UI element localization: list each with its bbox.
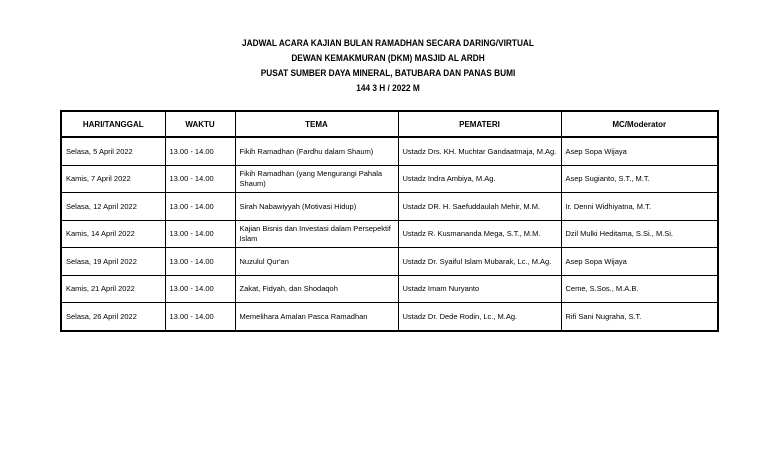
table-row bbox=[61, 248, 718, 276]
cell-theme: Kajian Bisnis dan Investasi dalam Persepektif Islam bbox=[235, 220, 398, 248]
cell-mc: Ir. Denni Widhiyatna, M.T. bbox=[561, 193, 718, 221]
cell-speaker: Ustadz Imam Nuryanto bbox=[398, 275, 561, 303]
cell-speaker: Ustadz Drs. KH. Muchtar Gandaatmaja, M.Ag. bbox=[398, 137, 561, 165]
cell-date: Kamis, 14 April 2022 bbox=[61, 220, 165, 248]
column-header-time: WAKTU bbox=[165, 111, 235, 137]
cell-date: Selasa, 26 April 2022 bbox=[61, 303, 165, 331]
title-line-2: DEWAN KEMAKMURAN (DKM) MASJID AL ARDH bbox=[291, 53, 485, 63]
cell-date: Kamis, 7 April 2022 bbox=[61, 165, 165, 193]
cell-theme: Fikih Ramadhan (Fardhu dalam Shaum) bbox=[235, 137, 398, 165]
table-row bbox=[61, 303, 718, 331]
cell-theme: Fikih Ramadhan (yang Mengurangi Pahala Shaum) bbox=[235, 165, 398, 193]
cell-date: Selasa, 19 April 2022 bbox=[61, 248, 165, 276]
cell-time: 13.00 - 14.00 bbox=[165, 220, 235, 248]
cell-speaker: Ustadz Dr. Syaiful Islam Mubarak, Lc., M.Ag. bbox=[398, 248, 561, 276]
title-line-1: JADWAL ACARA KAJIAN BULAN RAMADHAN SECARA DARING/VIRTUAL bbox=[242, 38, 534, 48]
table-row bbox=[61, 220, 718, 248]
cell-theme: Memelihara Amalan Pasca Ramadhan bbox=[235, 303, 398, 331]
cell-time: 13.00 - 14.00 bbox=[165, 137, 235, 165]
cell-theme: Nuzulul Qur'an bbox=[235, 248, 398, 276]
cell-date: Kamis, 21 April 2022 bbox=[61, 275, 165, 303]
document-title bbox=[0, 36, 768, 96]
cell-speaker: Ustadz DR. H. Saefuddaulah Mehir, M.M. bbox=[398, 193, 561, 221]
cell-time: 13.00 - 14.00 bbox=[165, 303, 235, 331]
column-header-theme: TEMA bbox=[235, 111, 398, 137]
table-row bbox=[61, 165, 718, 193]
cell-time: 13.00 - 14.00 bbox=[165, 275, 235, 303]
cell-mc: Rifi Sani Nugraha, S.T. bbox=[561, 303, 718, 331]
cell-time: 13.00 - 14.00 bbox=[165, 165, 235, 193]
cell-mc: Asep Sopa Wijaya bbox=[561, 248, 718, 276]
cell-speaker: Ustadz Dr. Dede Rodin, Lc., M.Ag. bbox=[398, 303, 561, 331]
table-row bbox=[61, 275, 718, 303]
cell-date: Selasa, 12 April 2022 bbox=[61, 193, 165, 221]
table-row bbox=[61, 193, 718, 221]
table-row bbox=[61, 137, 718, 165]
column-header-mc: MC/Moderator bbox=[561, 111, 718, 137]
title-line-3: PUSAT SUMBER DAYA MINERAL, BATUBARA DAN PANAS BUMI bbox=[260, 68, 516, 78]
table-header-row bbox=[61, 111, 718, 137]
column-header-speaker: PEMATERI bbox=[398, 111, 561, 137]
cell-time: 13.00 - 14.00 bbox=[165, 193, 235, 221]
cell-mc: Dzil Mulki Heditama, S.Si., M.Si. bbox=[561, 220, 718, 248]
cell-mc: Asep Sopa Wijaya bbox=[561, 137, 718, 165]
cell-theme: Sirah Nabawiyyah (Motivasi Hidup) bbox=[235, 193, 398, 221]
cell-mc: Asep Sugianto, S.T., M.T. bbox=[561, 165, 718, 193]
schedule-table bbox=[60, 110, 719, 332]
cell-speaker: Ustadz R. Kusmananda Mega, S.T., M.M. bbox=[398, 220, 561, 248]
cell-speaker: Ustadz Indra Ambiya, M.Ag. bbox=[398, 165, 561, 193]
title-line-4: 144 3 H / 2022 M bbox=[356, 83, 420, 93]
cell-time: 13.00 - 14.00 bbox=[165, 248, 235, 276]
cell-mc: Ceme, S.Sos., M.A.B. bbox=[561, 275, 718, 303]
cell-date: Selasa, 5 April 2022 bbox=[61, 137, 165, 165]
column-header-date: HARI/TANGGAL bbox=[61, 111, 165, 137]
cell-theme: Zakat, Fidyah, dan Shodaqoh bbox=[235, 275, 398, 303]
